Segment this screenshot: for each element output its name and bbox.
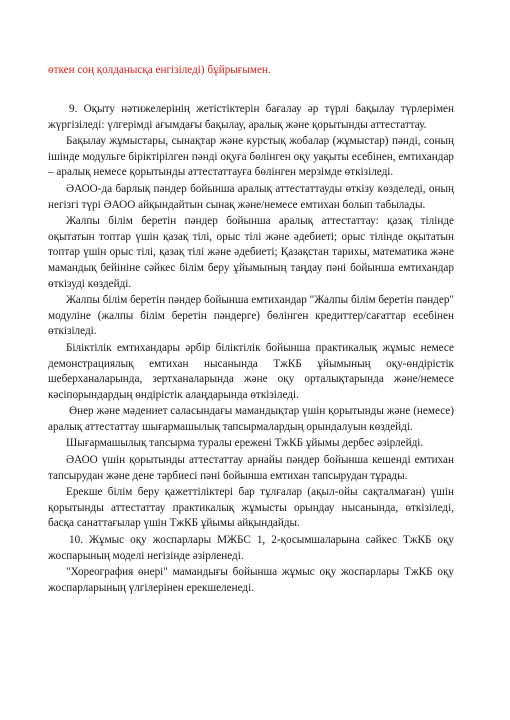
paragraph-qualification-exams: Біліктілік емтихандары әрбір біліктілік бойынша практикалық жұмыс немесе демонстрациялық емтихан нысанында ТжКБ ұйымының оқу-өндірістік шеберханаларында, зертханаларында және оқу орталықтарында және/немесе кәсіпорындардың өндірістік алаңдарында өткізіледі. xyxy=(48,341,454,401)
continuation-line: өткен соң қолданысқа енгізіледі) бұйрығымен. xyxy=(48,64,271,76)
paragraph-aaoo: ӘАОО-да барлық пәндер бойынша аралық аттестаттауды өткізу көзделеді, оның негізгі түрі ӘАОО айқындайтын сынақ және/немесе емтихан болып табылады. xyxy=(48,182,454,211)
paragraph-creative-task: Шығармашылық тапсырма туралы ережені ТжКБ ұйымы дербес әзірлейді. xyxy=(66,437,424,450)
paragraph-choreography: "Хореография өнері" мамандығы бойынша жұмыс оқу жоспарлары ТжКБ оқу жоспарларының үлгілерінен ерекшеленеді. xyxy=(48,566,454,594)
paragraph-control-works: Бақылау жұмыстары, сынақтар және курстық жобалар (жұмыстар) пәнді, соның ішінде модульге біріктірілген пәнді оқуға бөлінген оқу уақыты есебінен, емтихандар – аралық немесе қорытынды аттестаттауға бөлінген мерзімде өткізіледі. xyxy=(48,135,454,179)
paragraph-10: 10. Жұмыс оқу жоспарлары МЖБС 1, 2-қосымшаларына сәйкес ТжКБ оқу жоспарының моделі негізінде әзірленеді. xyxy=(48,534,454,562)
paragraph-arts: Өнер және мәдениет саласындағы мамандықтар үшін қорытынды және (немесе) аралық аттестаттау шығармашылық тапсырмалардың орындалуын көздейді. xyxy=(48,405,454,433)
paragraph-special-needs: Ерекше білім беру қажеттіліктері бар тұлғалар (ақыл-ойы сақталмаған) үшін қорытынды аттестаттау практикалық жұмысты орындау нысанында, өткізіледі, басқа санаттағылар үшін ТжКБ ұйымы айқындайды. xyxy=(48,486,454,530)
paragraph-general-subjects: Жалпы білім беретін пәндер бойынша аралық аттестаттау: қазақ тілінде оқытатын топтар үшін қазақ тілі, орыс тілі және әдебиеті; орыс тілінде оқытатын топтар үшін орыс тілі, қазақ тілі және әдебиеті; Қазақстан тарихы, математика және мамандық бейініне сәйкес білім беру ұйымының таңдау пәні бойынша емтихандар өткізуді көздейді. xyxy=(48,215,454,290)
paragraph-general-exams: Жалпы білім беретін пәндер бойынша емтихандар "Жалпы білім беретін пәндер" модуліне (жалпы білім беретін пәндерге) бөлінген кредиттер/сағаттар есебінен өткізіледі. xyxy=(48,294,454,338)
paragraph-9: 9. Оқыту нәтижелерінің жетістіктерін бағалау әр түрлі бақылау түрлерімен жүргізіледі: үлгерімді ағымдағы бақылау, аралық және қорытынды аттестаттау. xyxy=(48,103,454,131)
paragraph-final-attestation: ӘАОО үшін қорытынды аттестаттау арнайы пәндер бойынша кешенді емтихан тапсырудан және дене тәрбиесі пәні бойынша емтихан тапсырудан тұрады. xyxy=(48,454,454,482)
